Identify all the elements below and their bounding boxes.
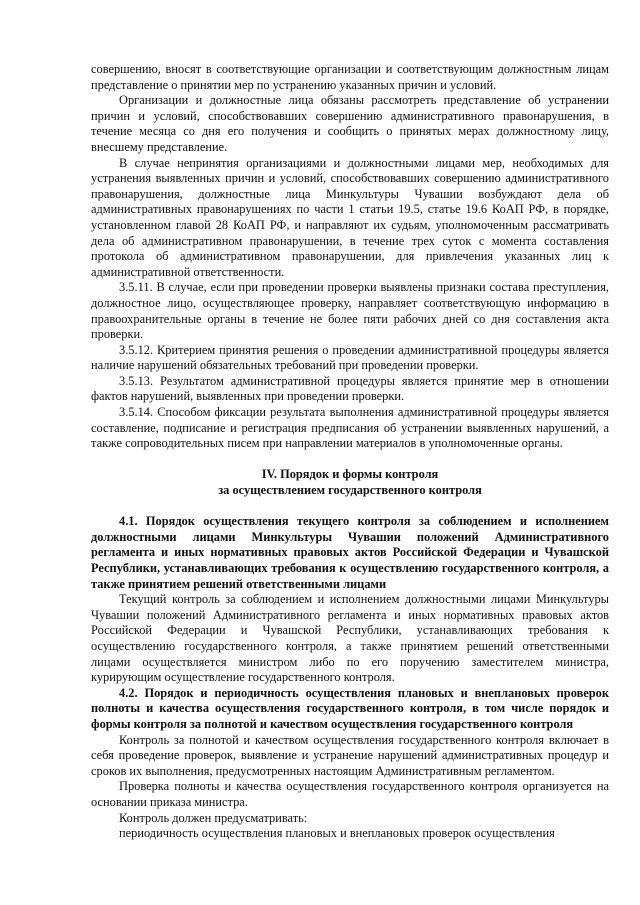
paragraph-3-5-14: 3.5.14. Способом фиксации результата выполнения административной процедуры является составление, подписание и регистрация предписания об устранении выявленных нарушений, а также сопроводительных писем при направлении материалов в уполномоченные органы. <box>91 405 609 451</box>
paragraph-4-1: Текущий контроль за соблюдением и исполнением должностными лицами Минкультуры Чувашии положений Административного регламента и иных нормативных правовых актов Российской Федерации и Чувашской Республики, устанавливающих требования к осуществлению государственного контроля, а также принятием решений ответственными лицами осуществляется министром либо по его поручению заместителем министра, курирующим осуществление государственного контроля. <box>91 592 609 685</box>
paragraph-representation-review: Организации и должностные лица обязаны рассмотреть представление об устранении причин и условий, способствовавших совершению административного правонарушения, в течение месяца со дня его получения и сообщить о принятых мерах должностному лицу, внесшему представление. <box>91 93 609 154</box>
section-heading-line1: IV. Порядок и формы контроля <box>261 467 439 482</box>
paragraph-4-2-control: Контроль должен предусматривать: <box>119 810 308 825</box>
document-body <box>91 62 609 842</box>
section-heading-line2: за осуществлением государственного контроля <box>218 483 482 498</box>
paragraph-4-2-scope: Контроль за полнотой и качеством осуществления государственного контроля включает в себя проведение проверок, выявление и устранение нарушений административных процедур и сроков их выполнения, предусмотренных настоящим Административным регламентом. <box>91 732 609 778</box>
paragraph-3-5-13: 3.5.13. Результатом административной процедуры является принятие мер в отношении фактов нарушений, выявленных при проведении проверки. <box>91 373 609 404</box>
paragraph-3-5-12: 3.5.12. Критерием принятия решения о проведении административной процедуры является наличие нарушений обязательных требований при проведении проверки. <box>91 342 609 373</box>
paragraph-continuation: совершению, вносят в соответствующие организации и соответствующим должностным лицам представление о принятии мер по устранению указанных причин и условий. <box>91 62 609 92</box>
paragraph-3-5-11: 3.5.11. В случае, если при проведении проверки выявлены признаки состава преступления, должностное лицо, осуществляющее проверку, направляет соответствующую информацию в правоохранительные органы в течение не более пяти рабочих дней со дня составления акта проверки. <box>91 280 609 342</box>
subsection-heading-4-1: 4.1. Порядок осуществления текущего контроля за соблюдением и исполнением должностными лицами Минкультуры Чувашии положений Административного регламента и иных нормативных правовых актов Российской Федерации и Чувашской Республики, устанавливающих требования к осуществлению государственного контроля, а также принятием решений ответственными лицами <box>91 514 609 591</box>
paragraph-4-2-order: Проверка полноты и качества осуществления государственного контроля организуется на основании приказа министра. <box>91 779 609 809</box>
paragraph-non-compliance: В случае непринятия организациями и должностными лицами мер, необходимых для устранения выявленных причин и условий, способствовавших совершению административного правонарушения, должностные лица Минкультуры Чувашии возбуждают дела об административных правонарушениях по части 1 статьи 19.5, статье 19.6 КоАП РФ, в порядке, установленном главой 28 КоАП РФ, и направляют их судьям, уполномоченным рассматривать дела об административном правонарушении, в течение трех суток с момента составления протокола об административном правонарушении, для привлечения указанных лиц к административной ответственности. <box>91 155 609 279</box>
subsection-heading-4-2: 4.2. Порядок и периодичность осуществления плановых и внеплановых проверок полноты и качества осуществления государственного контроля, в том числе порядок и формы контроля за полнотой и качеством осуществления государственного контроля <box>91 685 609 731</box>
paragraph-4-2-periodicity: периодичность осуществления плановых и внеплановых проверок осуществления <box>119 826 555 841</box>
